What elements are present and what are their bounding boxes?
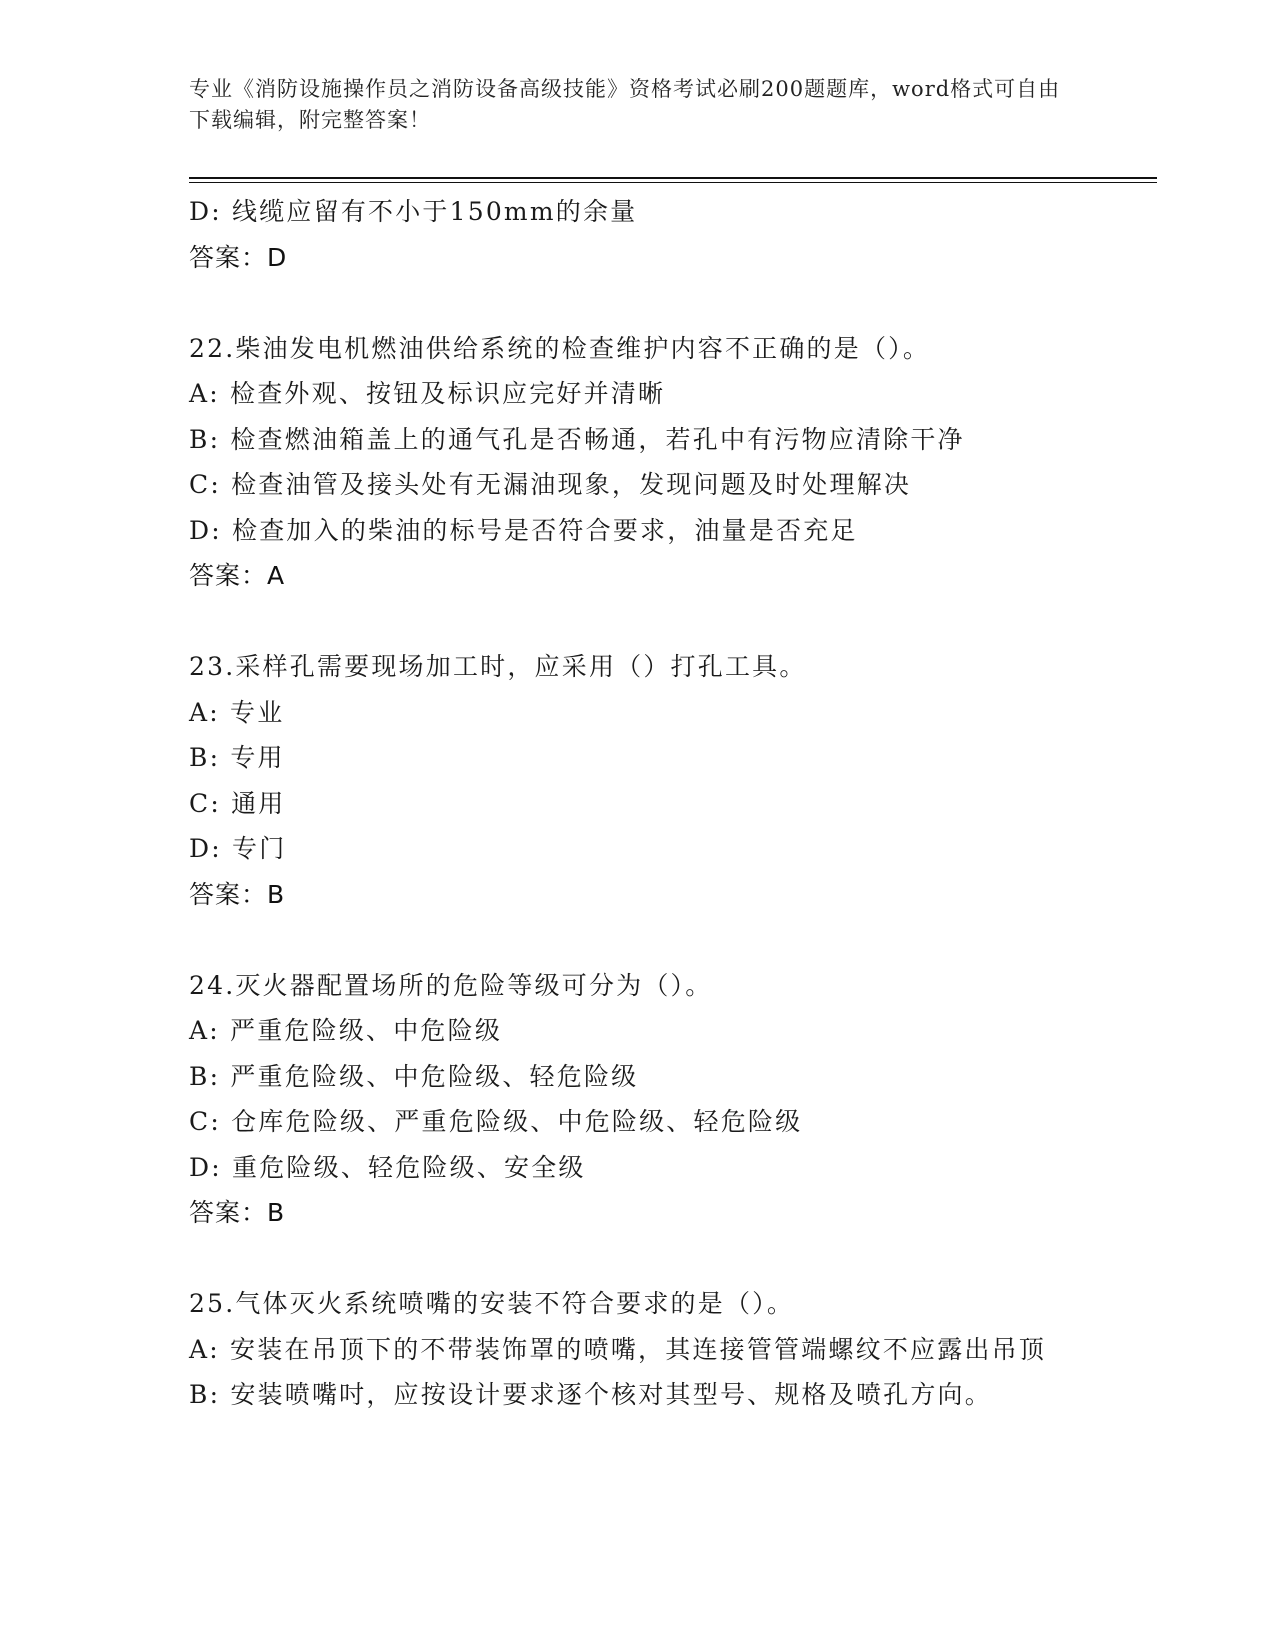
option-c: C: 检查油管及接头处有无漏油现象，发现问题及时处理解决 bbox=[189, 470, 912, 499]
spacer bbox=[189, 599, 1089, 645]
option-b: B: 专用 bbox=[189, 743, 285, 772]
header-rule-thin bbox=[189, 182, 1157, 183]
question-22 bbox=[189, 326, 1089, 599]
option-b: B: 严重危险级、中危险级、轻危险级 bbox=[189, 1061, 639, 1091]
option-b: B: 检查燃油箱盖上的通气孔是否畅通，若孔中有污物应清除干净 bbox=[189, 424, 965, 454]
question-25 bbox=[189, 1281, 1089, 1418]
option-a: A: 安装在吊顶下的不带装饰罩的喷嘴，其连接管管端螺纹不应露出吊顶 bbox=[189, 1334, 1047, 1364]
question-stem: 25.气体灭火系统喷嘴的安装不符合要求的是（）。 bbox=[189, 1289, 795, 1318]
question-content bbox=[189, 189, 1089, 1418]
option-a: A: 专业 bbox=[189, 697, 285, 727]
spacer bbox=[189, 917, 1089, 963]
option-d: D: 检查加入的柴油的标号是否符合要求，油量是否充足 bbox=[189, 515, 858, 545]
spacer bbox=[189, 280, 1089, 326]
continued-answer: 答案：D bbox=[189, 242, 288, 272]
answer: 答案：B bbox=[189, 879, 286, 909]
option-b: B: 安装喷嘴吋，应按设计要求逐个核对其型号、规格及喷孔方向。 bbox=[189, 1380, 992, 1409]
option-a: A: 检查外观、按钮及标识应完好并清晰 bbox=[189, 379, 666, 408]
question-stem: 22.柴油发电机燃油供给系统的检查维护内容不正确的是（）。 bbox=[189, 333, 931, 363]
option-c: C: 仓库危险级、严重危险级、中危险级、轻危险级 bbox=[189, 1107, 803, 1136]
question-24 bbox=[189, 963, 1089, 1236]
continued-option-d: D: 线缆应留有不小于150mm的余量 bbox=[189, 197, 638, 226]
option-c: C: 通用 bbox=[189, 788, 286, 818]
option-a: A: 严重危险级、中危险级 bbox=[189, 1016, 503, 1045]
question-stem: 24.灭火器配置场所的危险等级可分为（）。 bbox=[189, 970, 713, 1000]
answer: 答案：A bbox=[189, 561, 286, 590]
spacer bbox=[189, 1236, 1089, 1282]
header-rule-thick bbox=[189, 177, 1157, 179]
question-23 bbox=[189, 644, 1089, 917]
option-d: D: 重危险级、轻危险级、安全级 bbox=[189, 1152, 586, 1182]
question-stem: 23.采样孔需要现场加工时，应采用（）打孔工具。 bbox=[189, 652, 807, 681]
answer: 答案：B bbox=[189, 1198, 286, 1227]
document-header: 专业《消防设施操作员之消防设备高级技能》资格考试必刷200题题库，word格式可自由下载编辑，附完整答案！ bbox=[189, 77, 1061, 132]
option-d: D: 专门 bbox=[189, 834, 287, 863]
